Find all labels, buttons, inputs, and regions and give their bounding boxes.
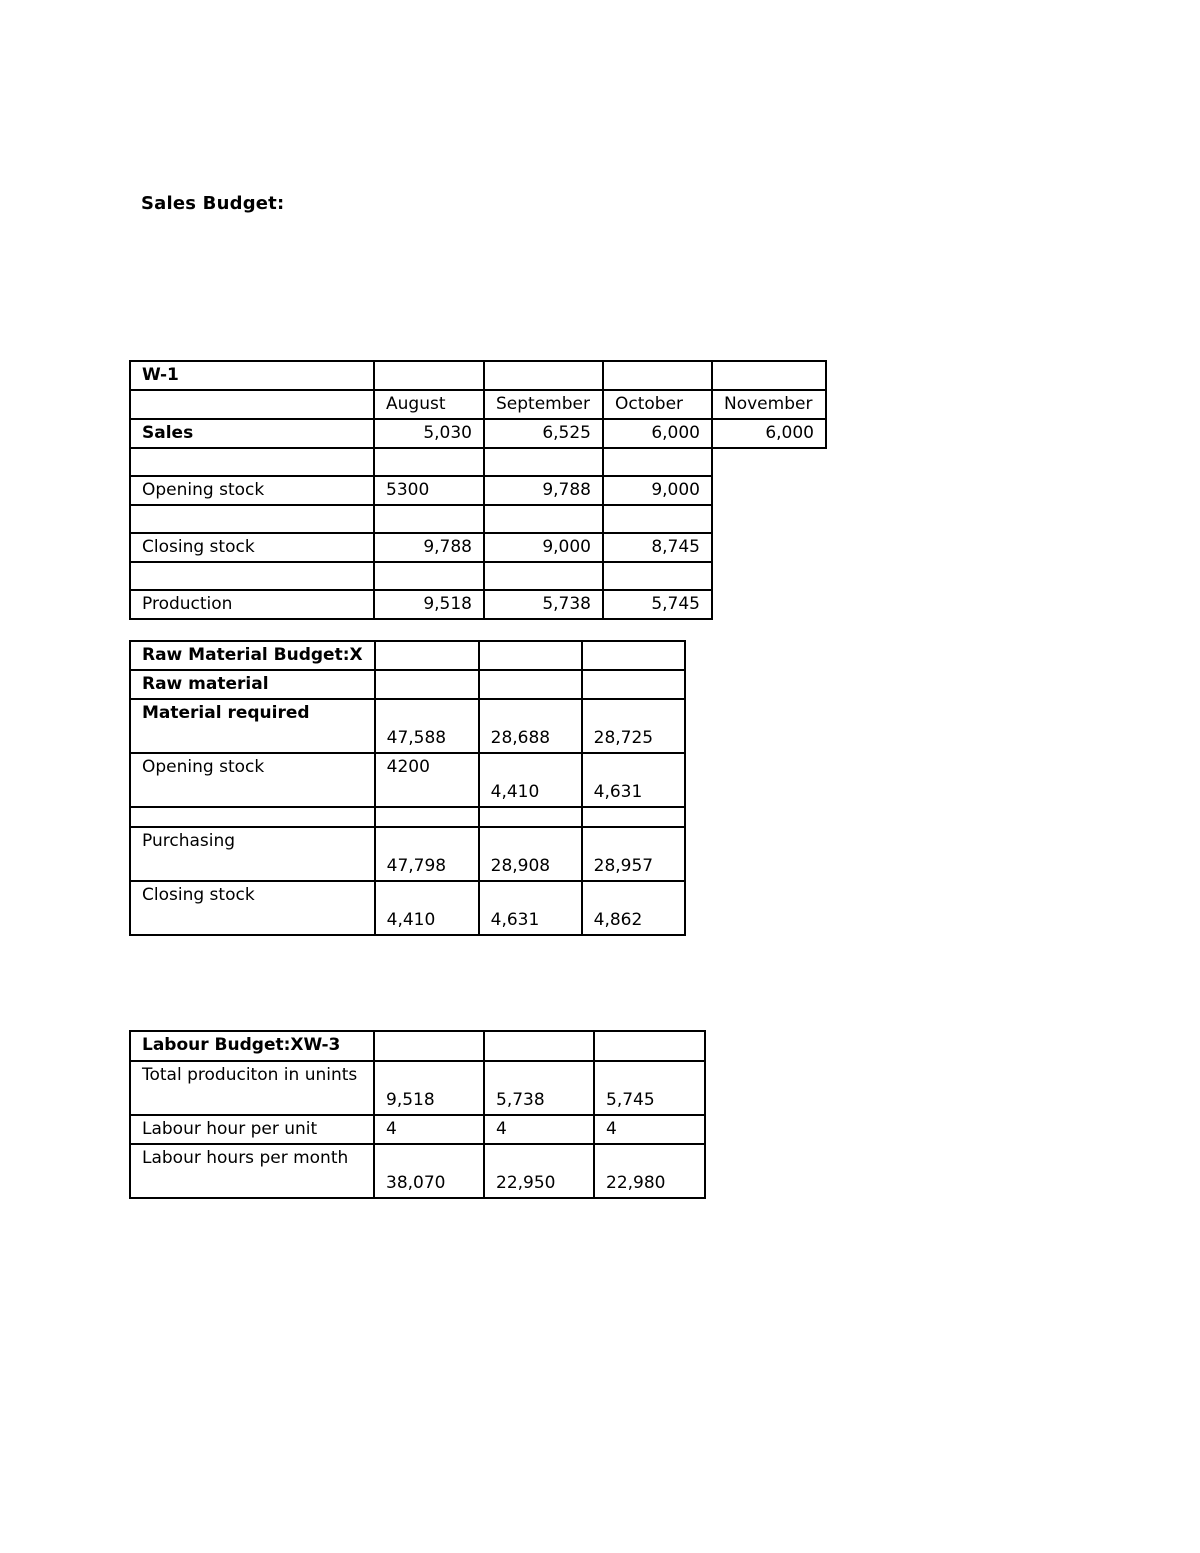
value-cell: 22,950 xyxy=(484,1144,594,1198)
table-row xyxy=(130,699,685,753)
row-label: Opening stock xyxy=(130,753,375,807)
value-cell: 28,688 xyxy=(479,699,582,753)
table-row xyxy=(130,753,685,807)
value-cell: 5,738 xyxy=(484,1061,594,1115)
table-row xyxy=(130,505,826,533)
value-cell: 5,030 xyxy=(374,419,484,448)
table-row xyxy=(130,533,826,562)
empty-cell xyxy=(374,361,484,390)
row-label: Material required xyxy=(130,699,375,753)
empty-cell xyxy=(374,448,484,476)
empty-cell xyxy=(582,807,685,827)
table-row xyxy=(130,390,826,419)
blank-cell xyxy=(712,448,826,476)
blank-cell xyxy=(712,505,826,533)
empty-cell xyxy=(375,641,479,670)
value-cell: 4,631 xyxy=(582,753,685,807)
blank-cell xyxy=(712,562,826,590)
month-header: September xyxy=(484,390,603,419)
value-cell: 9,000 xyxy=(603,476,712,505)
row-label: Closing stock xyxy=(130,881,375,935)
table-row xyxy=(130,1115,705,1144)
empty-cell xyxy=(603,562,712,590)
value-cell: 9,518 xyxy=(374,590,484,619)
labour-title: Labour Budget:XW-3 xyxy=(130,1031,374,1061)
empty-cell xyxy=(130,505,374,533)
raw-material-table xyxy=(129,640,686,936)
table-row xyxy=(130,827,685,881)
row-label: Purchasing xyxy=(130,827,375,881)
empty-cell xyxy=(375,670,479,699)
value-cell: 28,908 xyxy=(479,827,582,881)
value-cell: 6,525 xyxy=(484,419,603,448)
table-row xyxy=(130,562,826,590)
row-label: Total produciton in unints xyxy=(130,1061,374,1115)
empty-cell xyxy=(130,562,374,590)
empty-cell xyxy=(374,1031,484,1061)
value-cell: 9,518 xyxy=(374,1061,484,1115)
blank-cell xyxy=(712,476,826,505)
value-cell: 6,000 xyxy=(603,419,712,448)
empty-cell xyxy=(484,562,603,590)
w1-table xyxy=(129,360,827,620)
value-cell: 28,957 xyxy=(582,827,685,881)
table-row xyxy=(130,670,685,699)
value-cell: 8,745 xyxy=(603,533,712,562)
table-row xyxy=(130,476,826,505)
table-row xyxy=(130,641,685,670)
value-cell: 6,000 xyxy=(712,419,826,448)
table-row xyxy=(130,1031,705,1061)
value-cell: 4,862 xyxy=(582,881,685,935)
table-row xyxy=(130,448,826,476)
empty-cell xyxy=(603,448,712,476)
table-row xyxy=(130,419,826,448)
empty-cell xyxy=(712,361,826,390)
value-cell: 4 xyxy=(594,1115,705,1144)
empty-cell xyxy=(479,670,582,699)
empty-cell xyxy=(130,390,374,419)
row-label: Production xyxy=(130,590,374,619)
row-label: Labour hours per month xyxy=(130,1144,374,1198)
table-row xyxy=(130,881,685,935)
raw-material-title: Raw Material Budget:X xyxy=(130,641,375,670)
blank-cell xyxy=(712,590,826,619)
empty-cell xyxy=(374,505,484,533)
value-cell: 47,798 xyxy=(375,827,479,881)
empty-cell xyxy=(582,641,685,670)
value-cell: 5,738 xyxy=(484,590,603,619)
month-header: November xyxy=(712,390,826,419)
value-cell: 5,745 xyxy=(594,1061,705,1115)
value-cell: 47,588 xyxy=(375,699,479,753)
row-label: Labour hour per unit xyxy=(130,1115,374,1144)
empty-cell xyxy=(130,807,375,827)
empty-cell xyxy=(484,361,603,390)
empty-cell xyxy=(582,670,685,699)
value-cell: 4,410 xyxy=(375,881,479,935)
row-label: Opening stock xyxy=(130,476,374,505)
raw-material-subtitle: Raw material xyxy=(130,670,375,699)
value-cell: 9,788 xyxy=(374,533,484,562)
empty-cell xyxy=(603,505,712,533)
value-cell: 28,725 xyxy=(582,699,685,753)
value-cell: 4200 xyxy=(375,753,479,807)
table-row xyxy=(130,590,826,619)
empty-cell xyxy=(479,641,582,670)
table-row xyxy=(130,807,685,827)
empty-cell xyxy=(594,1031,705,1061)
value-cell: 4 xyxy=(484,1115,594,1144)
empty-cell xyxy=(479,807,582,827)
labour-table xyxy=(129,1030,706,1199)
value-cell: 22,980 xyxy=(594,1144,705,1198)
value-cell: 4,631 xyxy=(479,881,582,935)
row-label: Sales xyxy=(130,419,374,448)
value-cell: 38,070 xyxy=(374,1144,484,1198)
empty-cell xyxy=(484,1031,594,1061)
value-cell: 5300 xyxy=(374,476,484,505)
value-cell: 9,788 xyxy=(484,476,603,505)
w1-title: W-1 xyxy=(130,361,374,390)
month-header: October xyxy=(603,390,712,419)
table-row xyxy=(130,1061,705,1115)
value-cell: 4 xyxy=(374,1115,484,1144)
empty-cell xyxy=(375,807,479,827)
empty-cell xyxy=(374,562,484,590)
value-cell: 9,000 xyxy=(484,533,603,562)
empty-cell xyxy=(484,505,603,533)
empty-cell xyxy=(130,448,374,476)
page-heading: Sales Budget: xyxy=(141,193,285,214)
row-label: Closing stock xyxy=(130,533,374,562)
value-cell: 4,410 xyxy=(479,753,582,807)
empty-cell xyxy=(603,361,712,390)
table-row xyxy=(130,361,826,390)
month-header: August xyxy=(374,390,484,419)
blank-cell xyxy=(712,533,826,562)
table-row xyxy=(130,1144,705,1198)
value-cell: 5,745 xyxy=(603,590,712,619)
empty-cell xyxy=(484,448,603,476)
